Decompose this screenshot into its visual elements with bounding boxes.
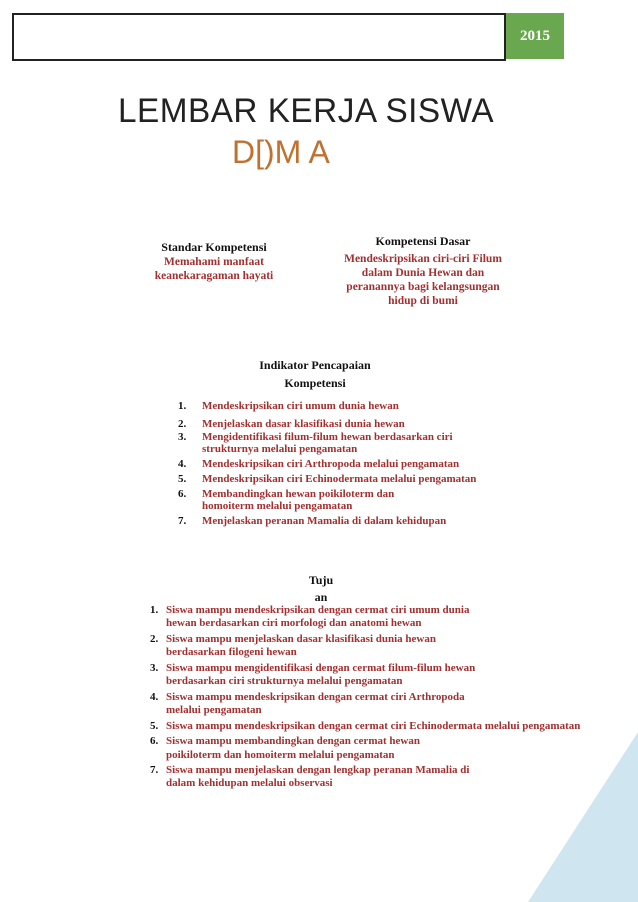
- tujuan-heading: [296, 572, 346, 606]
- list-text: Mendeskripsikan ciri Arthropoda melalui pengamatan: [202, 458, 460, 470]
- list-number: 7.: [178, 515, 187, 527]
- indikator-heading: [240, 356, 390, 392]
- list-item: [178, 515, 538, 527]
- list-text: Mengidentifikasi filum-filum hewan berdasarkan ciri strukturnya melalui pengamatan: [202, 431, 453, 455]
- corner-triangle: [528, 732, 638, 902]
- header-box: [12, 13, 506, 61]
- tujuan-heading-line2: an: [314, 590, 328, 604]
- indikator-heading-line1: Indikator Pencapaian: [259, 358, 371, 372]
- list-text: Menjelaskan peranan Mamalia di dalam kehidupan: [202, 515, 447, 527]
- list-text: Menjelaskan dasar klasifikasi dunia hewan: [202, 418, 405, 430]
- list-number: 3.: [178, 431, 187, 443]
- indikator-heading-line2: Kompetensi: [284, 376, 346, 390]
- standar-kompetensi: [140, 240, 288, 283]
- page-title: LEMBAR KERJA SISWA: [118, 92, 495, 130]
- list-item: [178, 400, 538, 412]
- list-number: 6.: [150, 735, 159, 748]
- list-item: [150, 662, 595, 688]
- list-item: [178, 418, 538, 430]
- list-text: Siswa mampu mengidentifikasi dengan cermat filum-filum hewan berdasarkan ciri strukturnya melalui pengamatan: [166, 661, 476, 688]
- list-number: 7.: [150, 764, 159, 777]
- year-badge: 2015: [506, 13, 564, 59]
- indikator-list: [178, 400, 538, 530]
- list-item: [178, 488, 538, 512]
- list-item: [150, 633, 595, 659]
- list-text: Siswa mampu mendeskripsikan dengan cermat ciri Echinodermata melalui pengamatan: [166, 719, 581, 732]
- list-number: 5.: [178, 473, 187, 485]
- list-text: Siswa mampu mendeskripsikan dengan cermat ciri umum dunia hewan berdasarkan ciri morfologi dan anatomi hewan: [166, 604, 470, 630]
- list-number: 6.: [178, 488, 187, 500]
- tujuan-heading-line1: Tuju: [308, 573, 334, 587]
- list-text: Siswa mampu menjelaskan dasar klasifikasi dunia hewan berdasarkan filogeni hewan: [166, 632, 436, 659]
- list-item: [178, 431, 538, 455]
- list-item: [150, 691, 595, 717]
- list-number: 2.: [178, 418, 187, 430]
- list-text: Siswa mampu mendeskripsikan dengan cermat ciri Arthropoda melalui pengamatan: [166, 690, 465, 716]
- list-text: Membandingkan hewan poikiloterm dan homoiterm melalui pengamatan: [202, 488, 395, 512]
- page-subtitle: D[)M A: [232, 134, 330, 170]
- list-number: 1.: [150, 604, 159, 616]
- kompetensi-heading: Kompetensi Dasar: [375, 234, 471, 248]
- list-number: 2.: [150, 632, 159, 645]
- corner-decoration: [528, 732, 638, 902]
- list-text: Mendeskripsikan ciri Echinodermata melalui pengamatan: [202, 473, 477, 485]
- kompetensi-text: Mendeskripsikan ciri-ciri Filum dalam Dunia Hewan dan peranannya bagi kelangsungan hidup di bumi: [344, 253, 502, 307]
- list-number: 1.: [178, 400, 187, 412]
- list-text: Siswa mampu membandingkan dengan cermat hewan poikiloterm dan homoiterm melalui pengamatan: [166, 735, 420, 761]
- list-number: 4.: [150, 690, 159, 703]
- standar-heading: Standar Kompetensi: [161, 240, 267, 254]
- list-item: [178, 473, 538, 485]
- list-number: 3.: [150, 661, 159, 674]
- kompetensi-dasar: [338, 234, 508, 308]
- list-number: 5.: [150, 719, 159, 732]
- list-number: 4.: [178, 458, 187, 470]
- list-text: Mendeskripsikan ciri umum dunia hewan: [202, 400, 399, 412]
- list-item: [178, 458, 538, 470]
- list-item: [150, 720, 595, 733]
- list-text: Siswa mampu menjelaskan dengan lengkap peranan Mamalia di dalam kehidupan melalui observasi: [166, 764, 470, 790]
- list-item: [150, 604, 595, 630]
- standar-text: Memahami manfaat keanekaragaman hayati: [154, 256, 274, 282]
